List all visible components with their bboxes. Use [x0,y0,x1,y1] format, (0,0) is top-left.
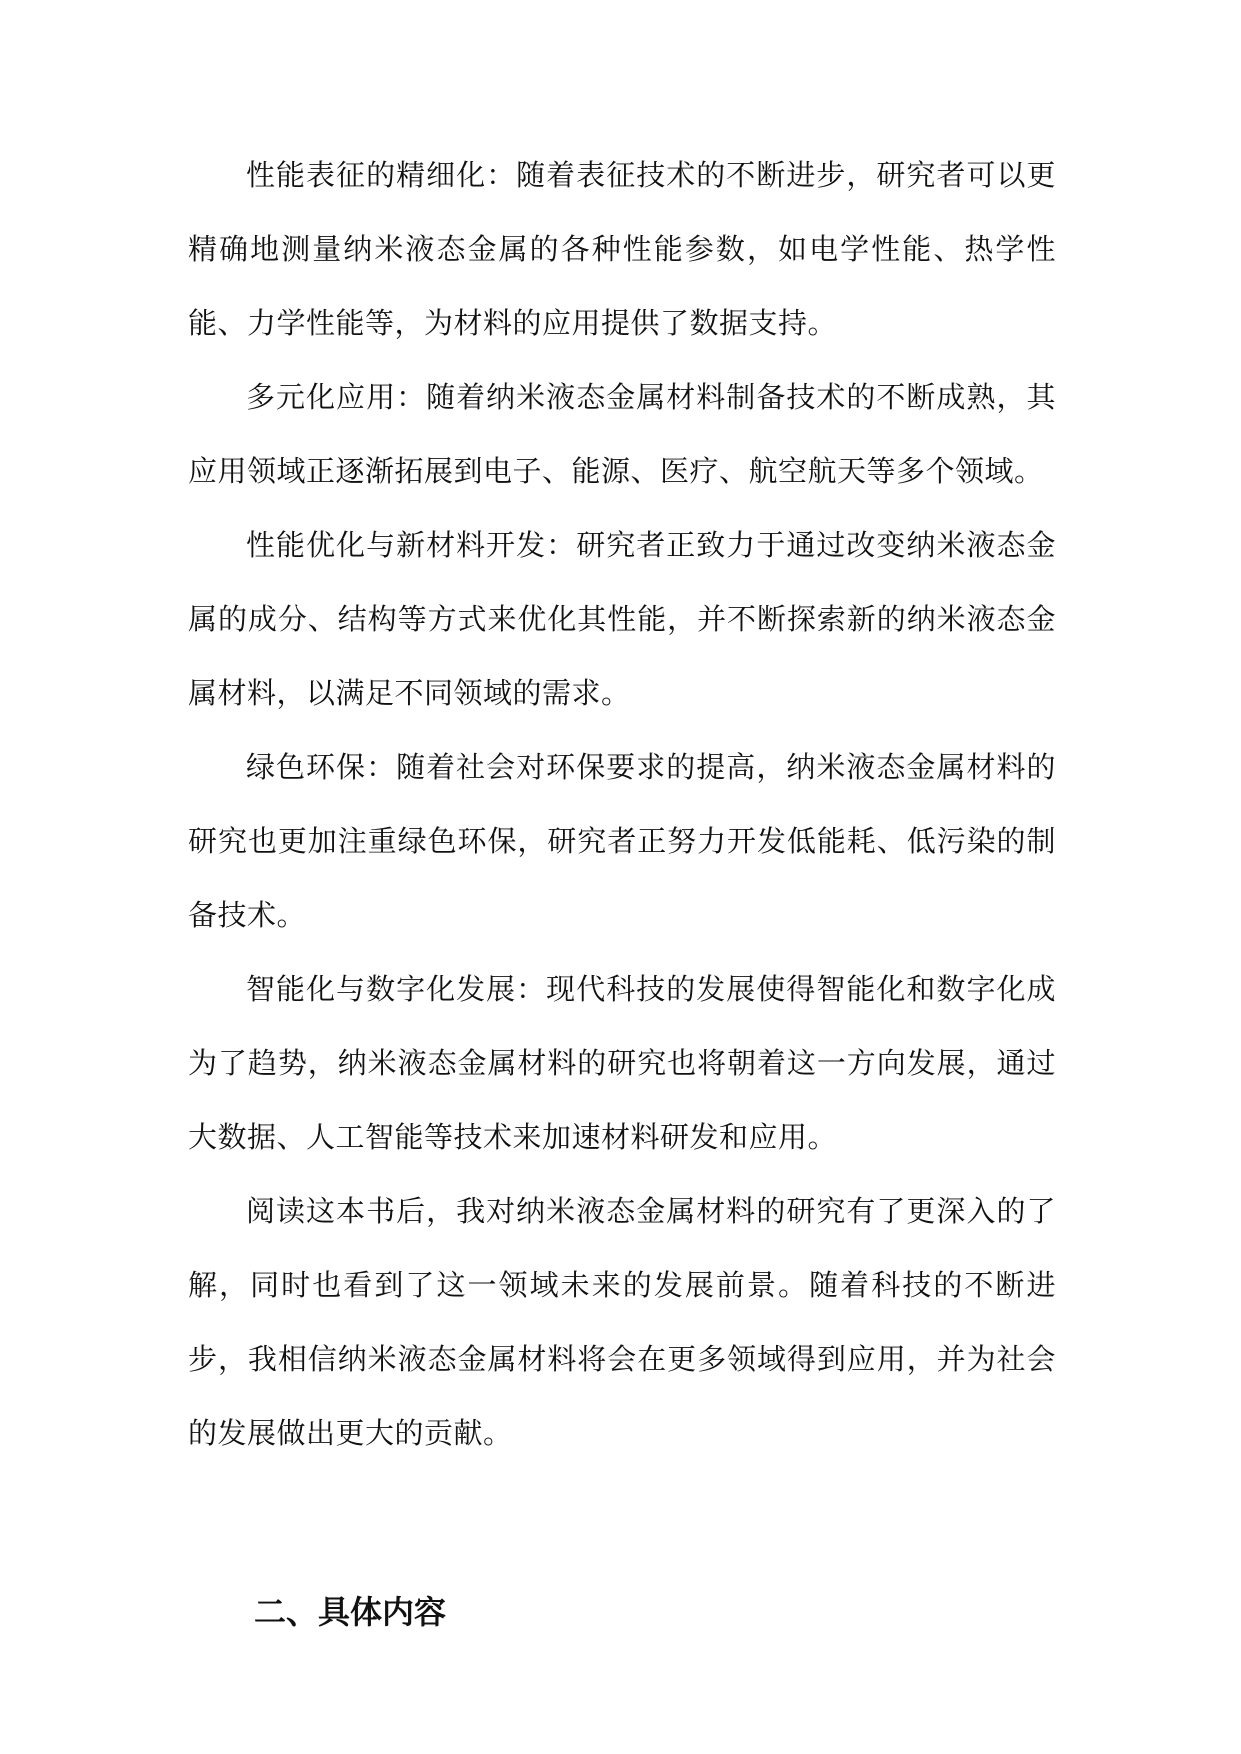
paragraph-characterization: 性能表征的精细化：随着表征技术的不断进步，研究者可以更精确地测量纳米液态金属的各种性能参数，如电学性能、热学性能、力学性能等，为材料的应用提供了数据支持。 [188,158,1056,340]
paragraph-reading-reflection: 阅读这本书后，我对纳米液态金属材料的研究有了更深入的了解，同时也看到了这一领域未来的发展前景。随着科技的不断进步，我相信纳米液态金属材料将会在更多领域得到应用，并为社会的发展做出更大的贡献。 [188,1194,1056,1450]
section-heading: 二、具体内容 [254,1593,447,1631]
paragraph-diversified-application: 多元化应用：随着纳米液态金属材料制备技术的不断成熟，其应用领域正逐渐拓展到电子、能源、医疗、航空航天等多个领域。 [188,380,1056,488]
paragraph-performance-optimization: 性能优化与新材料开发：研究者正致力于通过改变纳米液态金属的成分、结构等方式来优化其性能，并不断探索新的纳米液态金属材料，以满足不同领域的需求。 [188,528,1056,710]
body-text [188,138,1056,1470]
paragraph-green-environment: 绿色环保：随着社会对环保要求的提高，纳米液态金属材料的研究也更加注重绿色环保，研究者正努力开发低能耗、低污染的制备技术。 [188,750,1056,932]
paragraph-intelligent-digital: 智能化与数字化发展：现代科技的发展使得智能化和数字化成为了趋势，纳米液态金属材料的研究也将朝着这一方向发展，通过大数据、人工智能等技术来加速材料研发和应用。 [188,972,1056,1154]
